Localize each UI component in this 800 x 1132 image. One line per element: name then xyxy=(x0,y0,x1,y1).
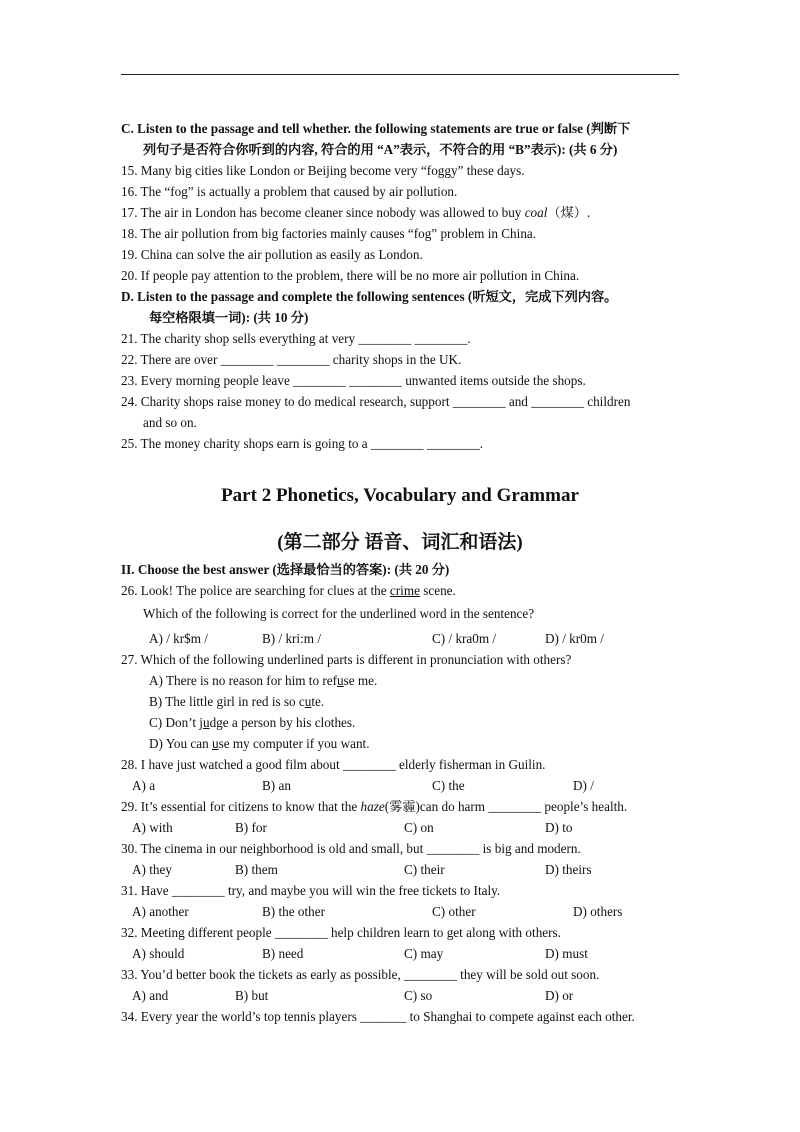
question-21: 21. The charity shop sells everything at very ________ ________. xyxy=(121,331,471,346)
question-26-pre: 26. Look! The police are searching for clues at the xyxy=(121,583,390,598)
question-22: 22. There are over ________ ________ charity shops in the UK. xyxy=(121,352,462,367)
question-18: 18. The air pollution from big factories mainly causes “fog” problem in China. xyxy=(121,226,537,241)
question-29 xyxy=(121,799,627,815)
option-c[interactable]: C) so xyxy=(404,988,433,1003)
option-d[interactable]: D) / kr0m / xyxy=(545,631,604,646)
question-29-pre: 29. It’s essential for citizens to know that the xyxy=(121,799,361,814)
option-text: te. xyxy=(311,694,325,709)
option-c[interactable]: C) other xyxy=(432,904,476,919)
option-c[interactable]: C) may xyxy=(404,946,444,961)
question-17-tail: （煤）. xyxy=(547,205,591,220)
option-a[interactable]: A) a xyxy=(132,778,156,793)
question-20: 20. If people pay attention to the problem, there will be no more air pollution in China. xyxy=(121,268,580,283)
question-31-options xyxy=(0,904,800,920)
option-c[interactable]: C) their xyxy=(404,862,445,877)
option-d[interactable]: D) must xyxy=(545,946,588,961)
question-34: 34. Every year the world’s top tennis players _______ to Shanghai to compete against each other. xyxy=(121,1009,635,1024)
question-31: 31. Have ________ try, and maybe you will win the free tickets to Italy. xyxy=(121,883,501,898)
underlined-letter: u xyxy=(337,673,344,688)
option-d[interactable]: D) others xyxy=(573,904,623,919)
section-c-heading: C. Listen to the passage and tell whether. the following statements are true or false (判断下 xyxy=(121,121,631,136)
section-c-heading-cont: 列句子是否符合你听到的内容, 符合的用 “A”表示，不符合的用 “B”表示): (共 6 分) xyxy=(143,142,618,157)
option-b[interactable]: B) but xyxy=(235,988,269,1003)
option-c[interactable]: C) the xyxy=(432,778,465,793)
question-17-text: 17. The air in London has become cleaner since nobody was allowed to buy xyxy=(121,205,525,220)
option-a[interactable]: A) another xyxy=(132,904,189,919)
question-27-option-c[interactable] xyxy=(149,715,355,731)
section-ii-heading: II. Choose the best answer (选择最恰当的答案): (共 20 分) xyxy=(121,562,450,577)
option-b[interactable]: B) for xyxy=(235,820,267,835)
question-27-option-a[interactable] xyxy=(149,673,377,689)
option-text: C) Don’t j xyxy=(149,715,203,730)
option-text: B) The little girl in red is so c xyxy=(149,694,305,709)
option-a[interactable]: A) with xyxy=(132,820,173,835)
question-19: 19. China can solve the air pollution as easily as London. xyxy=(121,247,423,262)
option-b[interactable]: B) the other xyxy=(262,904,325,919)
question-30: 30. The cinema in our neighborhood is old and small, but ________ is big and modern. xyxy=(121,841,581,856)
option-text: dge a person by his clothes. xyxy=(209,715,356,730)
question-29-options xyxy=(0,820,800,836)
option-b[interactable]: B) them xyxy=(235,862,278,877)
question-24-cont: and so on. xyxy=(143,415,197,430)
option-a[interactable]: A) and xyxy=(132,988,169,1003)
question-26-line2: Which of the following is correct for the underlined word in the sentence? xyxy=(143,606,535,621)
part-2-subtitle: (第二部分 语音、词汇和语法) xyxy=(277,532,523,553)
question-33: 33. You’d better book the tickets as early as possible, ________ they will be sold out soon. xyxy=(121,967,600,982)
question-28-options xyxy=(0,778,800,794)
question-29-post: (雾霾)can do harm ________ people’s health. xyxy=(384,799,628,814)
option-d[interactable]: D) to xyxy=(545,820,573,835)
question-17-italic: coal xyxy=(524,205,548,220)
underlined-letter: u xyxy=(212,736,219,751)
question-16: 16. The “fog” is actually a problem that caused by air pollution. xyxy=(121,184,458,199)
option-d[interactable]: D) or xyxy=(545,988,574,1003)
option-b[interactable]: B) an xyxy=(262,778,291,793)
section-d-heading: D. Listen to the passage and complete the following sentences (听短文，完成下列内容。 xyxy=(121,289,618,304)
option-b[interactable]: B) need xyxy=(262,946,304,961)
question-32: 32. Meeting different people ________ help children learn to get along with others. xyxy=(121,925,561,940)
option-d[interactable]: D) theirs xyxy=(545,862,592,877)
part-2-title: Part 2 Phonetics, Vocabulary and Grammar xyxy=(221,485,579,506)
question-26-options xyxy=(0,631,800,647)
question-27: 27. Which of the following underlined parts is different in pronunciation with others? xyxy=(121,652,572,667)
underlined-letter: u xyxy=(202,715,210,730)
option-a[interactable]: A) should xyxy=(132,946,185,961)
option-c[interactable]: C) / kra0m / xyxy=(432,631,497,646)
question-32-options xyxy=(0,946,800,962)
question-27-option-b[interactable] xyxy=(149,694,324,710)
question-27-option-d[interactable] xyxy=(149,736,370,752)
question-29-italic: haze xyxy=(360,799,385,814)
option-text: se me. xyxy=(343,673,378,688)
section-d-heading-cont: 每空格限填一词): (共 10 分) xyxy=(149,310,309,325)
option-text: D) You can xyxy=(149,736,213,751)
question-24: 24. Charity shops raise money to do medical research, support ________ and ________ children xyxy=(121,394,631,409)
header-rule xyxy=(121,74,679,75)
question-26 xyxy=(121,583,456,599)
question-15: 15. Many big cities like London or Beijing become very “foggy” these days. xyxy=(121,163,525,178)
question-33-options xyxy=(0,988,800,1004)
option-b[interactable]: B) / kri:m / xyxy=(262,631,321,646)
question-28: 28. I have just watched a good film about ________ elderly fisherman in Guilin. xyxy=(121,757,546,772)
option-c[interactable]: C) on xyxy=(404,820,434,835)
underlined-letter: u xyxy=(304,694,312,709)
option-a[interactable]: A) / kr$m / xyxy=(149,631,208,646)
question-25: 25. The money charity shops earn is going to a ________ ________. xyxy=(121,436,483,451)
question-26-post: scene. xyxy=(419,583,456,598)
option-text: se my computer if you want. xyxy=(218,736,370,751)
question-23: 23. Every morning people leave ________ ________ unwanted items outside the shops. xyxy=(121,373,586,388)
option-d[interactable]: D) / xyxy=(573,778,594,793)
option-a[interactable]: A) they xyxy=(132,862,172,877)
question-17 xyxy=(121,205,590,221)
option-text: A) There is no reason for him to ref xyxy=(149,673,337,688)
question-30-options xyxy=(0,862,800,878)
question-26-underlined-word: crime xyxy=(389,583,420,598)
